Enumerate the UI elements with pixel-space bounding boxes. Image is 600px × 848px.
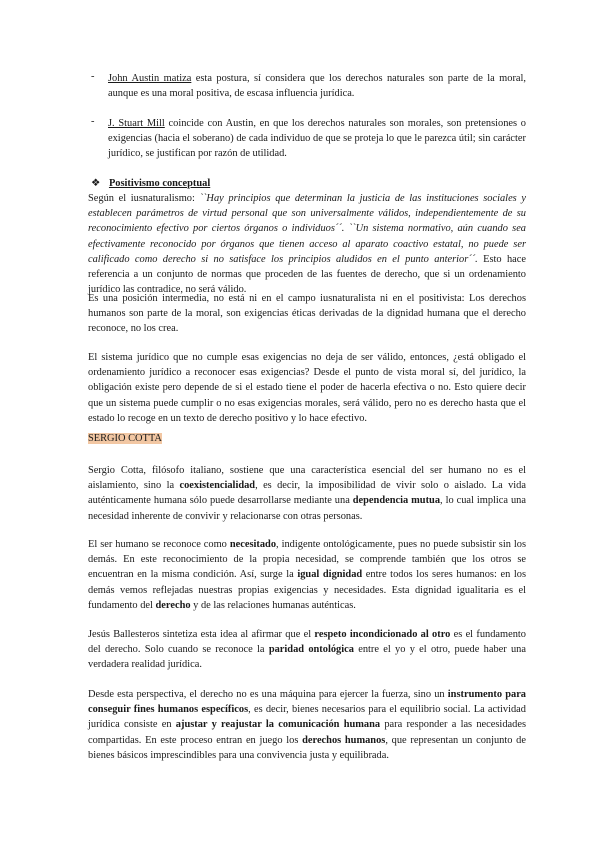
perspectiva-paragraph — [88, 687, 526, 763]
bullet-austin — [108, 71, 526, 101]
p4-text: , es decir, bienes necesarios para el equilibrio social. La actividad jurídica consiste en — [88, 704, 526, 731]
positivismo-paragraph — [88, 191, 526, 297]
bullet-dash: - — [91, 71, 95, 82]
intermedia-paragraph: Es una posición intermedia, no está ni en el campo iusnaturalista ni en el positivista: Los derechos humanos son parte de la moral, son exigencias éticas derivadas de la dignidad humana que el derecho reconoce, no los crea. — [88, 293, 526, 335]
p4-text: , que representan un conjunto de bienes básicos imprescindibles para una convivencia justa y equilibrada. — [88, 734, 526, 761]
p4-bold: instrumento para conseguir fines humanos específicos — [88, 689, 526, 716]
p4-bold: ajustar y reajustar la comunicación humana — [175, 719, 381, 731]
ballesteros-paragraph — [88, 627, 526, 673]
p2-text: y de las relaciones humanas auténticas. — [190, 599, 356, 611]
austin-text: esta postura, sí considera que los derechos naturales son parte de la moral, aunque es una moral positiva, de escasa influencia jurídica. — [108, 73, 527, 100]
p2-text: entre todos los seres humanos: en los demás vemos reflejadas nuestras propias exigencias y necesidades. Esta dignidad igualitaria es el fundamento del — [88, 569, 526, 611]
p1-bold: dependencia mutua — [352, 495, 441, 507]
positivismo-quote: ``Hay principios que determinan la justicia de las instituciones sociales y establecen parámetros de virtud personal que son universalmente válidos, independientemente de su reconocimiento efectivo por ciertos órganos o individuos´´. ``Un sistema normativo, aún cuando sea efectivamente reconocido por órganos que tienen acceso al aparato coactivo estatal, no puede ser calificado como derecho si no satisface los principios aludidos en el punto anterior´´. — [88, 193, 526, 265]
p1-text: , lo cual implica una necesidad inherente de convivir y relacionarse con otras personas. — [88, 495, 526, 522]
positivismo-intro: Según el iusnaturalismo: — [88, 193, 200, 204]
p2-text: , indigente ontológicamente, pues no puede subsistir sin los demás. En este reconocimiento de la propia necesidad, se comprende también que los otros se encuentran en la misma condición. Así, surge la — [88, 539, 526, 581]
sistema-paragraph: El sistema jurídico que no cumple esas exigencias no deja de ser válido, entonces, ¿está obligado el ordenamiento jurídico a reconocer esas exigencias? Desde el punto de vista moral sí, del jurídico, la obligación existe pero depende de si el estado tiene el poder de hacerla efectiva o no. Esto quiere decir que un sistema puede cumplir o no esas exigencias morales, será válido, pero no es derecho hasta que el estado lo recoge en un texto de derecho positivo y lo hace efectivo. — [88, 352, 526, 424]
p1-text: , es decir, la imposibilidad de vivir solo o aislado. La vida auténticamente humana sólo puede desarrollarse mediante una — [88, 480, 526, 507]
diamond-bullet-icon: ❖ — [91, 178, 101, 189]
cotta-paragraph-2 — [88, 537, 526, 613]
mill-name: J. Stuart Mill — [108, 118, 165, 129]
positivismo-rest: Esto hace referencia a un conjunto de normas que proceden de las fuentes de derecho, que si un ordenamiento jurídico las contradice, no será válido. — [88, 253, 526, 296]
mill-text: coincide con Austin, en que los derechos naturales son morales, son pretensiones o exigencias (hacia el soberano) de cada individuo de que se proteja lo que le parezca útil; sin carácter jurídico, se justifican por razón de utilidad. — [108, 118, 526, 160]
p4-text: Desde esta perspectiva, el derecho no es una máquina para ejercer la fuerza, sino un — [88, 689, 448, 700]
p3-text: Jesús Ballesteros sintetiza esta idea al afirmar que el — [88, 629, 315, 640]
section-title — [88, 431, 162, 446]
p4-text: para responder a las necesidades compartidas. En este proceso entran en juego los — [88, 719, 526, 746]
p3-text: entre el yo y el otro, puede haber una verdadera realidad jurídica. — [88, 644, 526, 671]
p3-bold: paridad ontológica — [268, 644, 354, 656]
austin-name: John Austin matiza — [108, 73, 192, 84]
p1-bold: coexistencialidad — [179, 480, 256, 492]
p3-bold: respeto incondicionado al otro — [314, 629, 451, 640]
p4-bold: derechos humanos — [302, 734, 386, 746]
bullet-mill — [108, 116, 526, 162]
positivismo-heading — [91, 176, 210, 191]
bullet-dash: - — [91, 116, 95, 127]
p1-text: Sergio Cotta, filósofo italiano, sostiene que una característica esencial del ser humano no es el aislamiento, sino la — [88, 465, 526, 492]
p3-text: es el fundamento del derecho. Solo cuando se reconoce la — [88, 629, 526, 656]
positivismo-title: Positivismo conceptual — [108, 178, 211, 189]
section-title-text: SERGIO COTTA — [88, 433, 162, 444]
p2-bold: igual dignidad — [297, 569, 363, 581]
cotta-paragraph-1 — [88, 463, 526, 524]
p2-bold: necesitado — [229, 539, 277, 550]
p2-bold: derecho — [155, 599, 191, 611]
p2-text: El ser humano se reconoce como — [88, 539, 230, 550]
